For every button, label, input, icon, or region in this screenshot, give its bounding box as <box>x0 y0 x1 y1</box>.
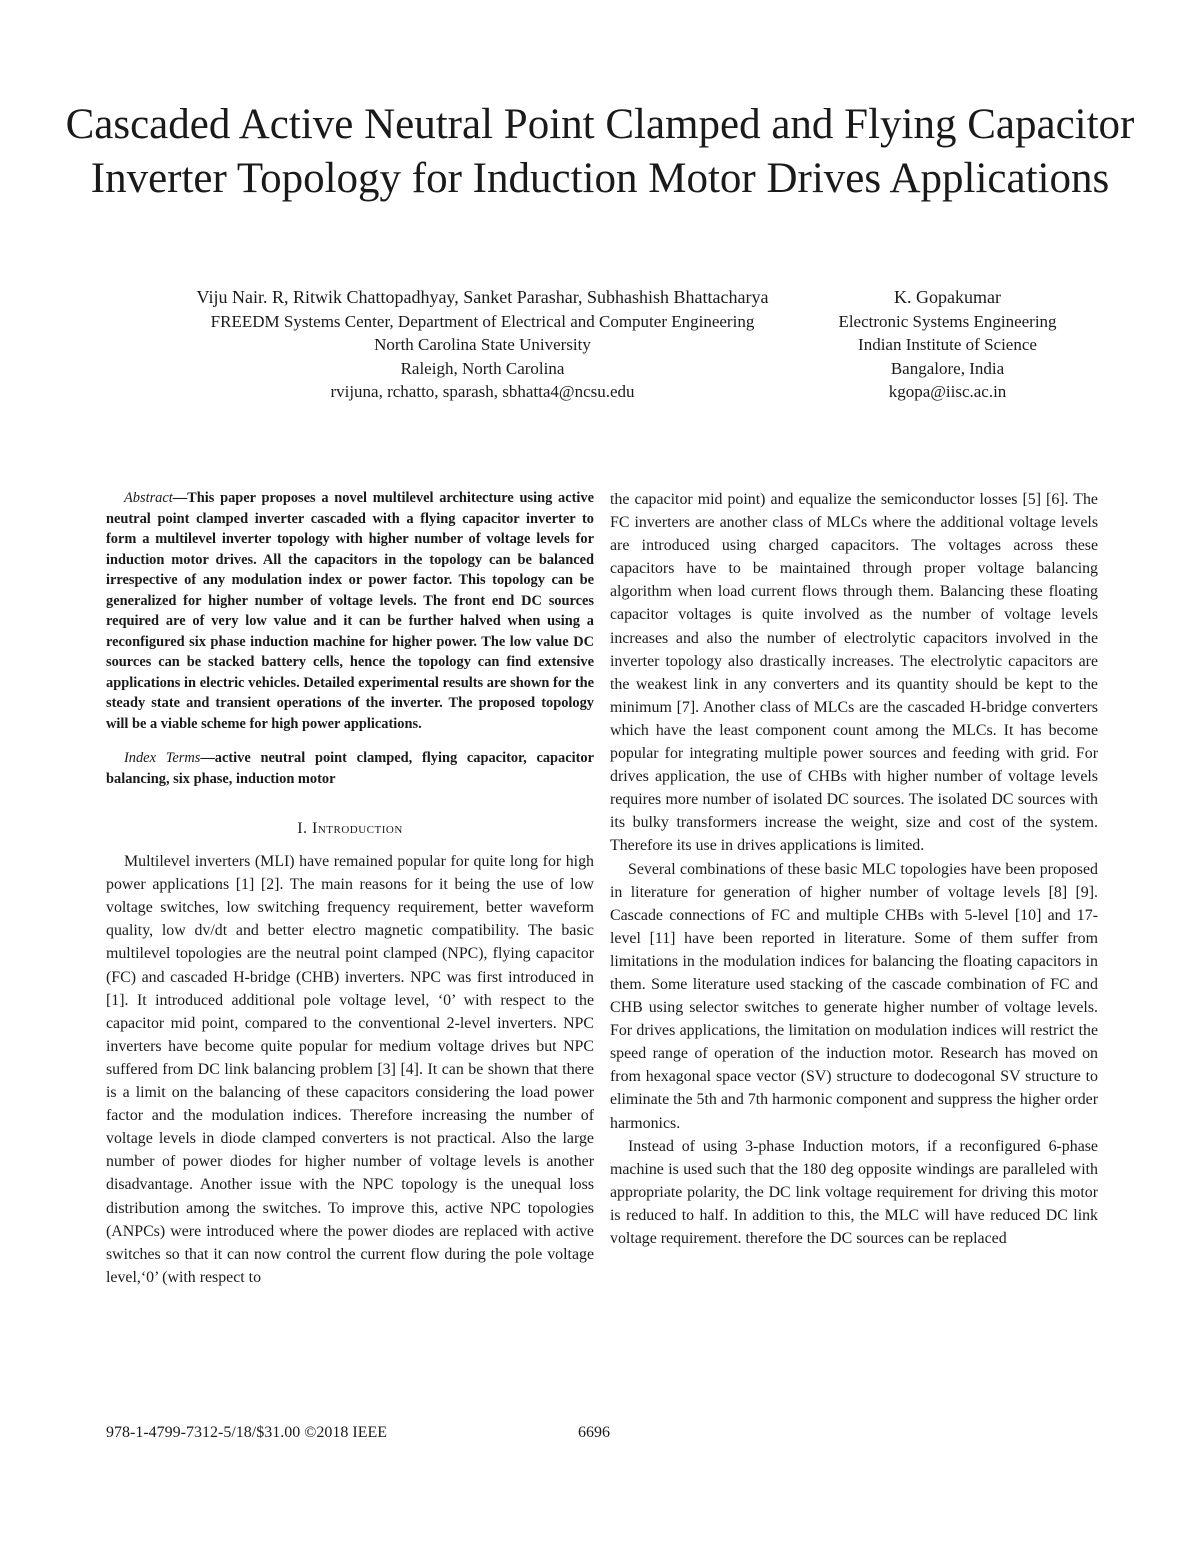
author-emails: kgopa@iisc.ac.in <box>888 382 1007 401</box>
author-block-iisc <box>805 286 1090 404</box>
author-names: Viju Nair. R, Ritwik Chattopadhyay, Sanket Parashar, Subhashish Bhattacharya <box>196 287 769 307</box>
author-affiliation: Electronic Systems Engineering <box>838 311 1057 331</box>
paper-title: Cascaded Active Neutral Point Clamped and Flying Capacitor Inverter Topology for Induction Motor Drives Applications <box>65 101 1135 202</box>
intro-paragraph-1: Multilevel inverters (MLI) have remained popular for quite long for high power applications [1] [2]. The main reasons for it being the use of low voltage switches, low switching frequency requirement, better waveform quality, low dv/dt and better electro magnetic compatibility. The basic multilevel topologies are the neutral point clamped (NPC), flying capacitor (FC) and cascaded H-bridge (CHB) inverters. NPC was first introduced in [1]. It introduced additional pole voltage level, ‘0’ with respect to the capacitor mid point, compared to the conventional 2-level inverters. NPC inverters have become quite popular for medium voltage drives but NPC suffered from DC link balancing problem [3] [4]. It can be shown that there is a limit on the balancing of these capacitors considering the load power factor and the modulation indices. Therefore increasing the number of voltage levels in diode clamped converters is not practical. Also the large number of power diodes for higher number of voltage levels is another disadvantage. Another issue with the NPC topology is the unequal loss distribution among the switches. To improve this, active NPC topologies (ANPCs) were introduced where the power diodes are replaced with active switches so that it can now control the current flow during the pole voltage level,‘0’ (with respect to <box>106 853 594 1286</box>
author-emails: rvijuna, rchatto, sparash, sbhatta4@ncsu.edu <box>330 382 635 401</box>
author-university: North Carolina State University <box>374 335 591 354</box>
footer-copyright: 978-1-4799-7312-5/18/$31.00 ©2018 IEEE <box>106 1424 388 1441</box>
abstract <box>106 488 594 734</box>
author-block-ncsu <box>80 286 885 404</box>
abstract-text: —This paper proposes a novel multilevel architecture using active neutral point clamped inverter cascaded with a flying capacitor inverter to form a multilevel inverter topology with higher number of voltage levels for induction motor drives. All the capacitors in the topology can be balanced irrespective of any modulation index or power factor. This topology can be generalized for higher number of voltage levels. The front end DC sources required are of very low value and it can be further halved when using a reconfigured six phase induction machine for higher power. The low value DC sources can be stacked battery cells, hence the topology can find extensive applications in electric vehicles. Detailed experimental results are shown for the steady state and transient operations of the inverter. The proposed topology will be a viable scheme for high power applications. <box>106 490 594 732</box>
author-names: K. Gopakumar <box>894 287 1001 307</box>
index-terms-text: —active neutral point clamped, flying capacitor, capacitor balancing, six phase, induction motor <box>106 750 594 787</box>
right-column <box>610 488 1098 1250</box>
index-terms-label: Index Terms <box>124 750 201 766</box>
author-university: Indian Institute of Science <box>858 335 1037 354</box>
intro-paragraph-2: Several combinations of these basic MLC topologies have been proposed in literature for generation of higher number of voltage levels [8] [9]. Cascade connections of FC and multiple CHBs with 5-level [10] and 17-level [11] have been reported in literature. Some of them suffer from limitations in the modulation indices for balancing the floating capacitors in them. Some literature used stacking of the cascade combination of FC and CHB using selector switches to generate higher number of voltage levels. For drives applications, the limitation on modulation indices will restrict the speed range of operation of the induction motor. Research has moved on from hexagonal space vector (SV) structure to dodecogonal SV structure to eliminate the 5th and 7th harmonic component and suppress the higher order harmonics. <box>610 860 1098 1132</box>
author-affiliation: FREEDM Systems Center, Department of Electrical and Computer Engineering <box>210 311 755 331</box>
intro-paragraph-3: Instead of using 3-phase Induction motors, if a reconfigured 6-phase machine is used such that the 180 deg opposite windings are paralleled with appropriate polarity, the DC link voltage requirement for driving this motor is reduced to half. In addition to this, the MLC will have reduced DC link voltage requirement. therefore the DC sources can be replaced <box>610 1137 1098 1247</box>
abstract-label: Abstract <box>124 490 173 506</box>
footer-page-number: 6696 <box>578 1424 610 1441</box>
intro-paragraph-1-continued: the capacitor mid point) and equalize the semiconductor losses [5] [6]. The FC inverters are another class of MLCs where the additional voltage levels are introduced using charged capacitors. The voltages across these capacitors have to be maintained through proper voltage balancing algorithm when load current flows through them. Balancing these floating capacitor voltages is quite involved as the number of voltage levels increases and also the number of electrolytic capacitors involved in the inverter topology also drastically increases. The electrolytic capacitors are the weakest link in any converters and its quantity should be kept to the minimum [7]. Another class of MLCs are the cascaded H-bridge converters which have the least component count among the MLCs. It has become popular for integrating multiple power sources and feeding with grid. For drives application, the use of CHBs with higher number of voltage levels requires more number of isolated DC sources. The isolated DC sources with its bulky transformers increase the weight, size and cost of the system. Therefore its use in drives applications is limited. <box>610 491 1098 855</box>
section-heading-introduction: I. Introduction <box>297 820 403 837</box>
author-location: Bangalore, India <box>890 358 1005 378</box>
author-location: Raleigh, North Carolina <box>400 358 565 378</box>
left-column <box>106 488 594 1289</box>
index-terms <box>106 748 594 789</box>
